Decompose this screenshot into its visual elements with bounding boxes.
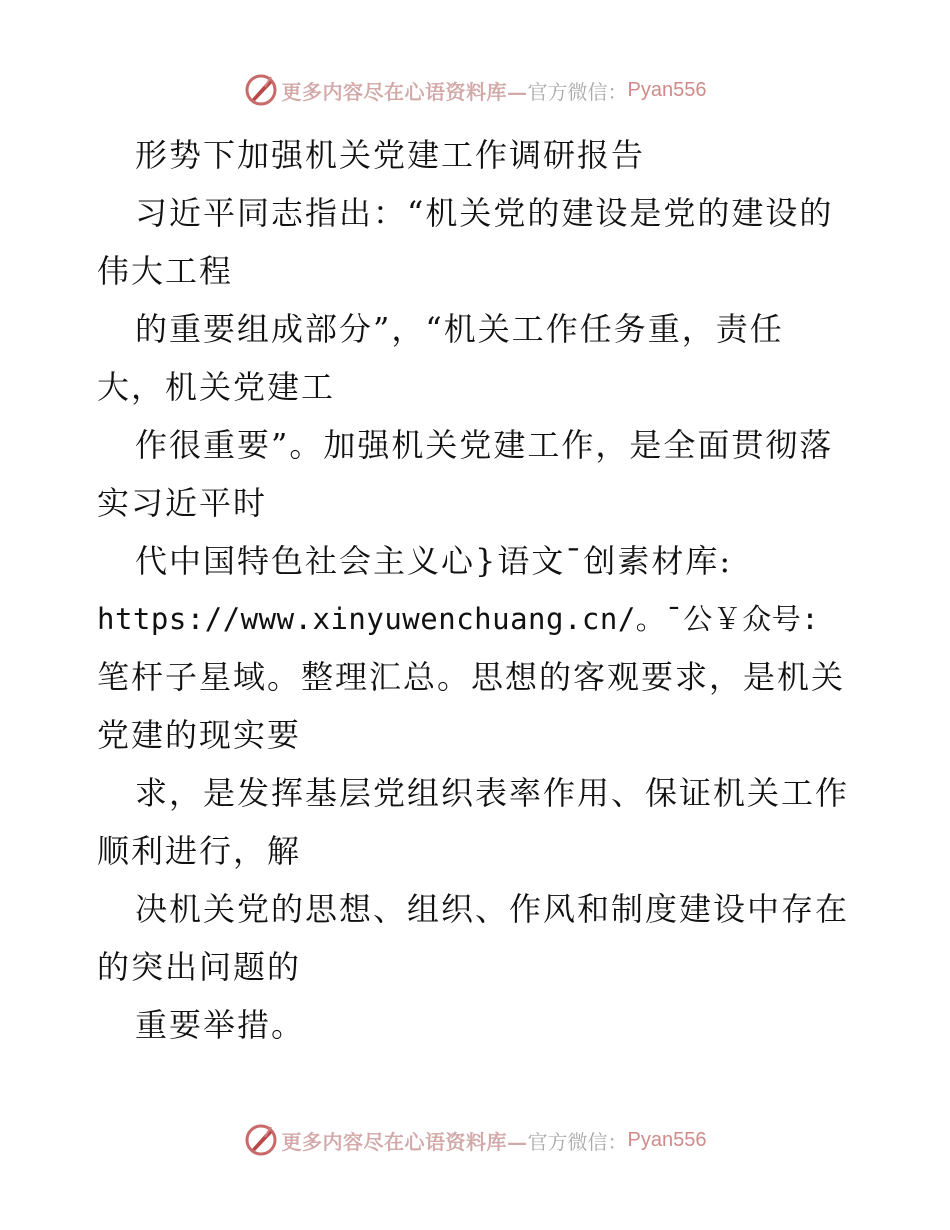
header-wechat-id: Pyan556 — [627, 78, 707, 101]
header-site-text: 更多内容尽在心语资料库— — [281, 79, 528, 104]
document-title: 形势下加强机关党建工作调研报告 — [135, 136, 646, 174]
footer-wechat-label: 官方微信： — [527, 1129, 628, 1154]
paragraph-line: 求，是发挥基层党组织表率作用、保证机关工作 — [135, 774, 850, 812]
footer-wechat-id: Pyan556 — [627, 1128, 707, 1151]
paragraph-line: 的突出问题的 — [97, 948, 302, 986]
paragraph-line: 作很重要”。加强机关党建工作，是全面贯彻落 — [135, 426, 834, 464]
logo-icon — [244, 1123, 278, 1157]
paragraph-line: 重要举措。 — [135, 1006, 306, 1044]
paragraph-line: 决机关党的思想、组织、作风和制度建设中存在 — [135, 890, 850, 928]
paragraph-line: 习近平同志指出：“机关党的建设是党的建设的 — [135, 194, 834, 232]
paragraph-line: 顺利进行，解 — [97, 832, 302, 870]
footer-watermark — [0, 1120, 950, 1160]
paragraph-line: 代中国特色社会主义心}语文¯创素材库: — [135, 542, 733, 580]
header-wechat-label: 官方微信： — [527, 79, 628, 104]
paragraph-line: 大，机关党建工 — [97, 368, 336, 406]
paragraph-line: 实习近平时 — [97, 484, 268, 522]
paragraph-line: 笔杆子星域。整理汇总。思想的客观要求，是机关 — [97, 658, 846, 696]
paragraph-line: 伟大工程 — [97, 252, 234, 290]
paragraph-line: 党建的现实要 — [97, 716, 302, 754]
url-line: https://www.xinyuwenchuang.cn/。¯公￥众号: — [97, 602, 820, 636]
document-body — [97, 126, 857, 1054]
header-watermark — [0, 70, 950, 110]
paragraph-line: 的重要组成部分”，“机关工作任务重，责任 — [135, 310, 784, 348]
logo-icon — [244, 73, 278, 107]
footer-site-text: 更多内容尽在心语资料库— — [281, 1129, 528, 1154]
